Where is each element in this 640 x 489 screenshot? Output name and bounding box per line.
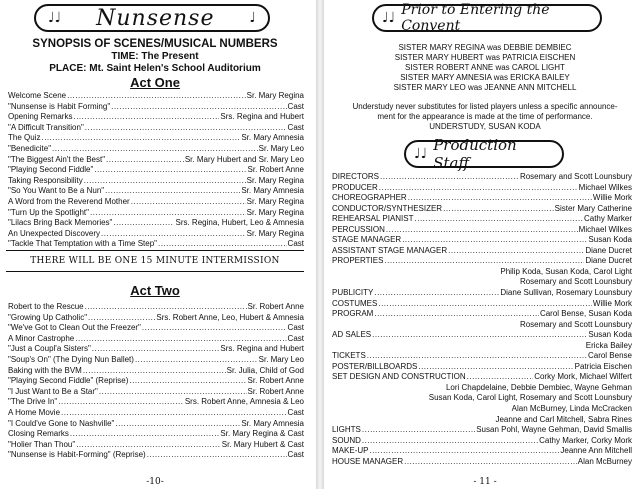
dot-leader [404, 457, 577, 468]
scene-row-value: Sr. Mary Regina & Cast [220, 429, 304, 439]
dot-leader [85, 123, 287, 134]
dot-leader [443, 204, 554, 215]
scene-row-value: Cast [287, 101, 304, 111]
scene-row-value: Sr. Mary Leo [258, 143, 304, 153]
dot-leader [52, 144, 258, 155]
staff-row [332, 193, 632, 204]
staff-row-label: SET DESIGN AND CONSTRUCTION [332, 372, 466, 382]
scene-row-value: Srs. Robert Anne, Amnesia & Leo [184, 397, 304, 407]
scene-row-label: Robert to the Rescue [8, 302, 84, 311]
scene-row-label: "The Biggest Ain't the Best" [8, 154, 106, 164]
scene-row [8, 355, 304, 366]
dot-leader [85, 302, 247, 313]
scene-row [8, 334, 304, 345]
staff-row-value: Philip Koda, Susan Koda, Carol Light [500, 266, 632, 276]
music-note-icon: ♩♩ [382, 10, 396, 26]
staff-row-value: Susan Koda [588, 235, 632, 245]
scene-row-label: "I Could've Gone to Nashville" [8, 418, 115, 428]
act-one-list [8, 91, 304, 250]
dot-leader [467, 372, 534, 383]
staff-row-value: Carol Bense [587, 351, 632, 361]
music-note-icon: ♩♩ [414, 146, 428, 162]
staff-row-value: Susan Pohl, Wayne Gehman, David Smallis [476, 425, 632, 435]
scene-row [8, 144, 304, 155]
dot-leader [386, 225, 578, 236]
staff-row-value: Carol Bense, Susan Koda [539, 309, 632, 319]
scene-row-value: Cast [287, 407, 304, 417]
dot-leader [135, 355, 258, 366]
staff-row-label: LIGHTS [332, 425, 361, 435]
act-one-heading: Act One [130, 75, 180, 90]
staff-row-label: AD SALES [332, 330, 372, 340]
staff-row-value: Rosemary and Scott Lounsbury [519, 319, 632, 329]
scene-row-value: Srs. Regina and Hubert [220, 112, 304, 122]
scene-row-value: Sr. Mary Regina [246, 175, 304, 185]
staff-row-value: Cathy Marker, Corky Mork [539, 435, 632, 445]
scene-row-value: Cast [287, 333, 304, 343]
scene-row [8, 165, 304, 176]
scene-row [8, 387, 304, 398]
scene-row-value: Srs. Robert Anne, Leo, Hubert & Amnesia [156, 312, 304, 322]
dot-leader [105, 186, 240, 197]
dot-leader [379, 183, 578, 194]
time-line: TIME: The Present [111, 51, 199, 62]
scene-row-label: A Minor Castrophe [8, 333, 75, 343]
staff-row-label: CHOREOGRAPHER [332, 193, 407, 203]
staff-row-value: Diane Ducret [585, 245, 632, 255]
scene-row [8, 91, 304, 102]
scene-row-label: "Lilacs Bring Back Memories" [8, 218, 113, 228]
page-number: -10- [146, 477, 164, 487]
scene-row [8, 239, 304, 250]
staff-row-label: POSTER/BILLBOARDS [332, 361, 418, 371]
staff-row [332, 267, 632, 278]
scene-row-label: "Soup's On" (The Dying Nun Ballet) [8, 354, 134, 364]
dot-leader [129, 376, 246, 387]
scene-row [8, 112, 304, 123]
cast-item: SISTER MARY HUBERT was PATRICIA EISCHEN [394, 53, 576, 62]
scene-row-label: "Just a Coupl'a Sisters" [8, 344, 91, 354]
scene-row-label: "Turn Up the Spotlight" [8, 207, 89, 217]
scene-row-value: Srs. Regina and Hubert [220, 344, 304, 354]
program-page-right [330, 0, 640, 489]
staff-row-value: Patricia Eischen [574, 361, 632, 371]
staff-row-label: DIRECTORS [332, 172, 379, 181]
scene-row [8, 376, 304, 387]
dot-leader [408, 193, 592, 204]
scene-row [8, 302, 304, 313]
dot-leader [448, 246, 584, 257]
production-staff-list [332, 172, 632, 467]
dot-leader [67, 91, 246, 102]
staff-row-label: CONDUCTOR/SYNTHESIZER [332, 203, 443, 213]
scene-row [8, 155, 304, 166]
staff-row-value: Michael Wilkes [578, 224, 632, 234]
dot-leader [101, 229, 246, 240]
scene-row [8, 133, 304, 144]
scene-row [8, 419, 304, 430]
cast-item: SISTER MARY REGINA was DEBBIE DEMBIEC [398, 43, 572, 52]
scene-row-value: Sr. Mary Regina [246, 196, 304, 206]
dot-leader [158, 239, 287, 250]
staff-row-label: REHEARSAL PIANIST [332, 214, 414, 224]
dot-leader [380, 172, 519, 183]
scene-row-label: Taking Responsibility [8, 175, 83, 185]
staff-row-value: Willie Mork [592, 193, 632, 203]
page-number: - 11 - [473, 477, 497, 487]
dot-leader [83, 366, 226, 377]
staff-row-label: PROGRAM [332, 309, 374, 319]
staff-row [332, 425, 632, 436]
act-two-heading: Act Two [130, 283, 180, 298]
dot-leader [73, 112, 219, 123]
scene-row-label: Welcome Scene [8, 91, 67, 100]
staff-row [332, 235, 632, 246]
program-page-left [0, 0, 310, 489]
scene-row-label: "So You Want to Be a Nun" [8, 186, 105, 196]
staff-row [332, 299, 632, 310]
staff-row [332, 446, 632, 457]
dot-leader [372, 330, 587, 341]
staff-row-value: Lori Chapdelaine, Debbie Dembiec, Wayne Gehman [445, 382, 632, 392]
staff-row [332, 204, 632, 215]
divider [6, 271, 304, 272]
staff-row-label: SOUND [332, 435, 361, 445]
staff-row [332, 183, 632, 194]
staff-row [332, 372, 632, 383]
dot-leader [41, 133, 240, 144]
staff-row [332, 320, 632, 331]
staff-row [332, 288, 632, 299]
scene-row-value: Srs. Regina, Hubert, Leo & Amnesia [175, 218, 304, 228]
staff-row-label: COSTUMES [332, 298, 378, 308]
scene-row [8, 102, 304, 113]
place-line: PLACE: Mt. Saint Helen's School Auditorium [49, 63, 261, 74]
scene-row [8, 313, 304, 324]
dot-leader [362, 436, 538, 447]
dot-leader [374, 309, 539, 320]
music-note-icon: ♩♩ [48, 10, 62, 26]
cast-item: SISTER ROBERT ANNE was CAROL LIGHT [405, 63, 565, 72]
scene-row-label: "Playing Second Fiddle" (Reprise) [8, 376, 129, 386]
staff-row-value: Michael Wilkes [578, 182, 632, 192]
scene-row-value: Sr. Robert Anne [247, 386, 304, 396]
staff-row-value: Alan McBurney, Linda McCracken [511, 404, 632, 414]
cast-banner-title: Prior to Entering the Convent [401, 2, 550, 34]
scene-row-value: Sr. Mary Hubert and Sr. Mary Leo [184, 154, 304, 164]
scene-row-label: An Unexpected Discovery [8, 228, 101, 238]
dot-leader [75, 334, 286, 345]
staff-row-value: Alan McBurney [577, 456, 632, 466]
scene-row-value: Sr. Robert Anne [247, 376, 304, 386]
scene-row-label: Closing Remarks [8, 429, 69, 439]
scene-row-label: A Home Movie [8, 407, 61, 417]
staff-row-value: Cathy Marker [583, 214, 632, 224]
scene-row-value: Sr. Mary Regina [246, 91, 304, 100]
scene-row-label: "Playing Second Fiddle" [8, 165, 94, 175]
scene-row-label: "Tackle That Temptation with a Time Step" [8, 239, 158, 249]
scene-row-value: Sr. Julia, Child of God [226, 365, 304, 375]
scene-row-value: Cast [287, 450, 304, 460]
dot-leader [362, 425, 475, 436]
dot-leader [92, 344, 220, 355]
dot-leader [106, 155, 184, 166]
staff-row [332, 225, 632, 236]
staff-row-label: PRODUCER [332, 182, 378, 192]
scene-row-label: "A Difficult Transition" [8, 122, 84, 132]
staff-row-value: Rosemary and Scott Lounsbury [519, 277, 632, 287]
cast-item: SISTER MARY LEO was JEANNE ANN MITCHELL [393, 83, 577, 92]
scene-row-label: "I Just Want to Be a Star" [8, 386, 98, 396]
divider [6, 250, 304, 251]
scene-row [8, 450, 304, 461]
dot-leader [384, 256, 584, 267]
scene-row-value: Cast [287, 122, 304, 132]
staff-row-value: Diane Ducret [585, 256, 632, 266]
scene-row [8, 176, 304, 187]
staff-row-label: PROPERTIES [332, 256, 384, 266]
synopsis-heading: SYNOPSIS OF SCENES/MUSICAL NUMBERS [32, 38, 278, 50]
dot-leader [115, 419, 240, 430]
scene-row-label: "Benedicite" [8, 143, 52, 153]
scene-row-label: Baking with the BVM [8, 365, 82, 375]
staff-row [332, 341, 632, 352]
scene-row-value: Cast [287, 323, 304, 333]
dot-leader [147, 450, 287, 461]
scene-row-value: Sr. Mary Amnesia [241, 133, 304, 143]
scene-row-label: "Nunsense is Habit Forming" [8, 101, 111, 111]
dot-leader [58, 397, 184, 408]
scene-row [8, 366, 304, 377]
act-two-list [8, 302, 304, 461]
scene-row-label: "We've Got to Clean Out the Freezer" [8, 323, 141, 333]
scene-row [8, 123, 304, 134]
scene-row-value: Sr. Mary Leo [258, 354, 304, 364]
dot-leader [142, 323, 287, 334]
staff-row-label: ASSISTANT STAGE MANAGER [332, 245, 448, 255]
staff-row [332, 362, 632, 373]
dot-leader [418, 362, 573, 373]
staff-row [332, 415, 632, 426]
staff-row [332, 330, 632, 341]
scene-row-value: Cast [287, 239, 304, 249]
staff-row [332, 309, 632, 320]
staff-row [332, 436, 632, 447]
dot-leader [99, 387, 247, 398]
staff-row-value: Ericka Bailey [585, 340, 632, 350]
understudy-note-line: ment for the appearance is made at the time of performance. [377, 112, 593, 121]
scene-row-value: Sr. Mary Regina [246, 228, 304, 238]
scene-row [8, 344, 304, 355]
scene-row-value: Sr. Mary Regina [246, 207, 304, 217]
staff-row [332, 457, 632, 468]
understudy-line: UNDERSTUDY, SUSAN KODA [429, 122, 541, 131]
staff-row-value: Jeanne and Carl Mitchell, Sabra Rines [495, 414, 632, 424]
staff-row [332, 383, 632, 394]
scene-row-label: A Word from the Reverend Mother [8, 196, 130, 206]
scene-row [8, 408, 304, 419]
scene-row [8, 229, 304, 240]
scene-row-value: Sr. Robert Anne [247, 302, 304, 311]
scene-row-value: Sr. Mary Hubert & Cast [221, 439, 304, 449]
staff-row-label: HOUSE MANAGER [332, 456, 404, 466]
music-note-icon: ♩ [249, 10, 256, 26]
staff-row-label: STAGE MANAGER [332, 235, 402, 245]
dot-leader [369, 446, 559, 457]
scene-row [8, 186, 304, 197]
scene-row [8, 208, 304, 219]
staff-row-label: PUBLICITY [332, 288, 374, 298]
understudy-note-line: Understudy never substitutes for listed players unless a specific announce- [352, 102, 618, 111]
staff-row [332, 277, 632, 288]
page-gutter [316, 0, 324, 489]
scene-row-label: Opening Remarks [8, 112, 73, 122]
show-title: Nunsense [96, 5, 215, 31]
dot-leader [90, 208, 246, 219]
title-banner [34, 4, 270, 32]
staff-row [332, 256, 632, 267]
scene-row-label: "Nunsense is Habit-Forming" (Reprise) [8, 450, 146, 460]
intermission-note: THERE WILL BE ONE 15 MINUTE INTERMISSION [30, 256, 280, 266]
scene-row [8, 397, 304, 408]
dot-leader [111, 102, 286, 113]
staff-row [332, 172, 632, 183]
staff-row-value: Rosemary and Scott Lounsbury [519, 172, 632, 181]
scene-row-label: "Holier Than Thou" [8, 439, 76, 449]
staff-banner-title: Production Staff [433, 136, 517, 172]
dot-leader [76, 440, 221, 451]
cast-list [330, 43, 640, 93]
staff-banner [404, 136, 564, 172]
staff-row-value: Diane Sullivan, Rosemary Lounsbury [500, 288, 632, 298]
scene-row-label: "Growing Up Catholic" [8, 312, 88, 322]
dot-leader [61, 408, 287, 419]
staff-row-value: Sister Mary Catherine [554, 203, 632, 213]
dot-leader [88, 313, 155, 324]
staff-row-value: Willie Mork [592, 298, 632, 308]
scene-row-label: "The Drive In" [8, 397, 58, 407]
staff-row-value: Corky Mork, Michael Wilfert [534, 372, 632, 382]
dot-leader [367, 351, 587, 362]
staff-row [332, 214, 632, 225]
staff-row-value: Jeanne Ann Mitchell [560, 446, 632, 456]
dot-leader [70, 429, 220, 440]
scene-row [8, 440, 304, 451]
dot-leader [94, 165, 246, 176]
dot-leader [402, 235, 587, 246]
cast-banner [372, 4, 602, 32]
scene-row [8, 197, 304, 208]
staff-row-value: Susan Koda [588, 330, 632, 340]
staff-row [332, 393, 632, 404]
dot-leader [415, 214, 583, 225]
dot-leader [374, 288, 499, 299]
staff-row [332, 351, 632, 362]
staff-row [332, 404, 632, 415]
staff-row-label: TICKETS [332, 351, 366, 361]
cast-item: SISTER MARY AMNESIA was ERICKA BAILEY [400, 73, 570, 82]
scene-row-value: Sr. Robert Anne [247, 165, 304, 175]
staff-row-label: PERCUSSION [332, 224, 385, 234]
scene-row [8, 429, 304, 440]
dot-leader [113, 218, 174, 229]
scene-row-label: The Quiz [8, 133, 41, 143]
staff-row-value: Susan Koda, Carol Light, Rosemary and Scott Lounsbury [428, 393, 632, 403]
scene-row [8, 323, 304, 334]
dot-leader [378, 299, 592, 310]
staff-row [332, 246, 632, 257]
scene-row [8, 218, 304, 229]
scene-row-value: Sr. Mary Amnesia [241, 418, 304, 428]
staff-row-label: MAKE-UP [332, 446, 369, 456]
dot-leader [84, 176, 246, 187]
scene-row-value: Sr. Mary Amnesia [241, 186, 304, 196]
dot-leader [131, 197, 246, 208]
